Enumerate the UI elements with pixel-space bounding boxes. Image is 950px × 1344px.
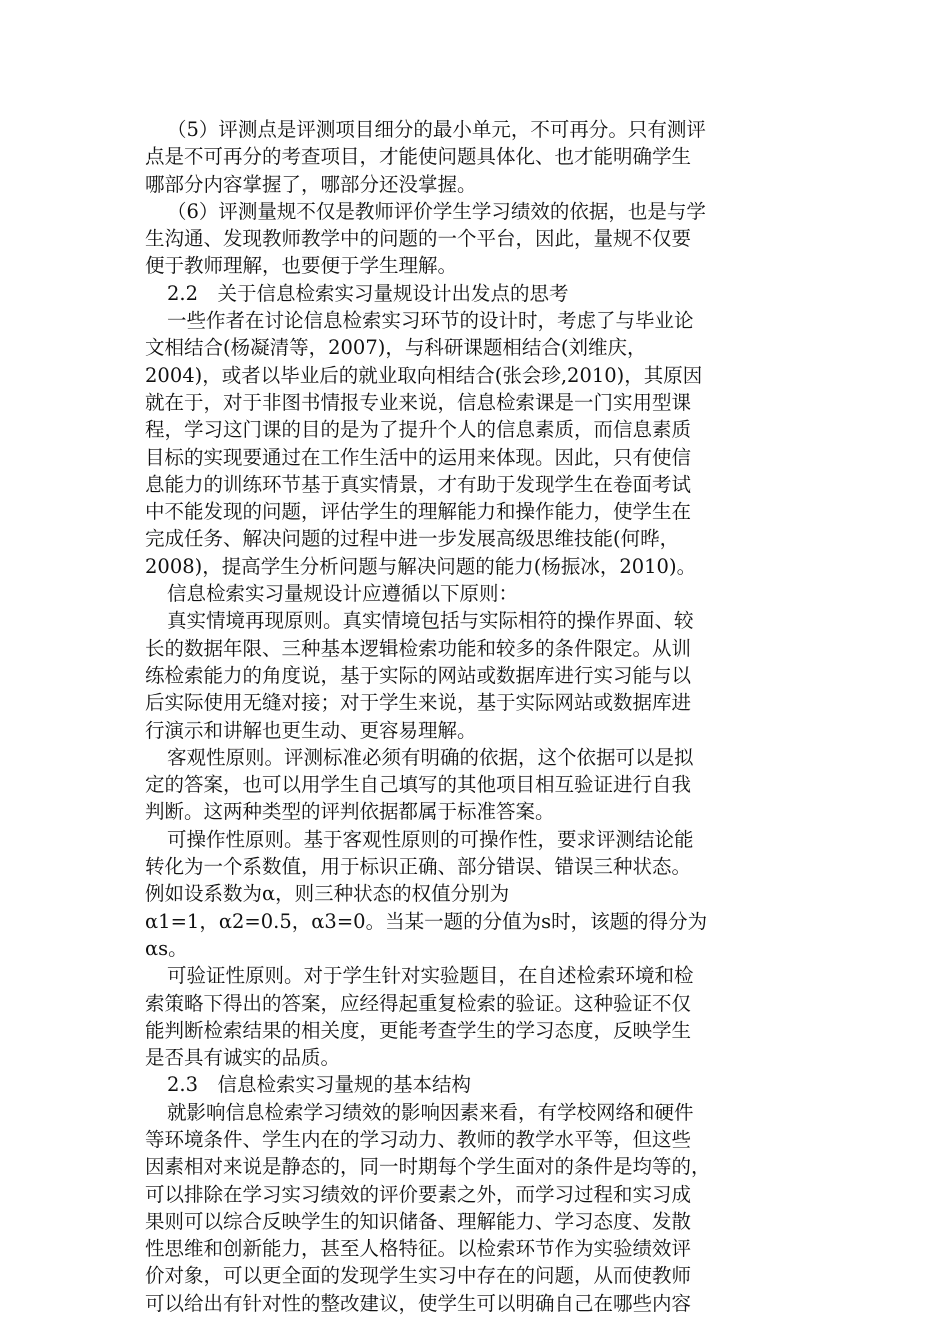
text-line: 程，学习这门课的目的是为了提升个人的信息素质，而信息素质 (145, 418, 692, 442)
text-line: （6）评测量规不仅是教师评价学生学习绩效的依据，也是与学 (167, 199, 706, 223)
text-line: 性思维和创新能力，甚至人格特征。以检索环节作为实验绩效评 (145, 1237, 692, 1261)
text-line: 息能力的训练环节基于真实情景，才有助于发现学生在卷面考试 (145, 472, 692, 496)
text-line: 判断。这两种类型的评判依据都属于标准答案。 (145, 800, 555, 824)
text-line: 长的数据年限、三种基本逻辑检索功能和较多的条件限定。从训 (145, 636, 692, 660)
text-line: α1=1，α2=0.5，α3=0。当某一题的分值为s时，该题的得分为 (145, 909, 708, 933)
text-line: 行演示和讲解也更生动、更容易理解。 (145, 718, 477, 742)
text-line: 就在于，对于非图书情报专业来说，信息检索课是一门实用型课 (145, 390, 692, 414)
text-line: 一些作者在讨论信息检索实习环节的设计时，考虑了与毕业论 (167, 309, 694, 333)
text-line: 目标的实现要通过在工作生活中的运用来体现。因此，只有使信 (145, 445, 692, 469)
text-line: 定的答案，也可以用学生自己填写的其他项目相互验证进行自我 (145, 773, 692, 797)
text-line: 2008)，提高学生分析问题与解决问题的能力(杨振冰，2010)。 (145, 554, 697, 578)
text-line: 例如设系数为α，则三种状态的权值分别为 (145, 882, 510, 906)
text-line: 2004)，或者以毕业后的就业取向相结合(张会珍,2010)，其原因 (145, 363, 703, 387)
text-line: 便于教师理解，也要便于学生理解。 (145, 254, 458, 278)
text-line: （5）评测点是评测项目细分的最小单元，不可再分。只有测评 (167, 118, 706, 141)
text-line: 中不能发现的问题，评估学生的理解能力和操作能力，使学生在 (145, 500, 692, 524)
text-line: 练检索能力的角度说，基于实际的网站或数据库进行实习能与以 (145, 663, 692, 687)
text-line: 果则可以综合反映学生的知识储备、理解能力、学习态度、发散 (145, 1209, 692, 1233)
text-line: 哪部分内容掌握了，哪部分还没掌握。 (145, 172, 477, 196)
text-line: 可操作性原则。基于客观性原则的可操作性，要求评测结论能 (167, 827, 694, 851)
text-line: 点是不可再分的考查项目，才能使问题具体化、也才能明确学生 (145, 145, 692, 169)
text-line: 索策略下得出的答案，应经得起重复检索的验证。这种验证不仅 (145, 991, 692, 1015)
text-line: 生沟通、发现教师教学中的问题的一个平台，因此，量规不仅要 (145, 227, 692, 251)
text-line: 可验证性原则。对于学生针对实验题目，在自述检索环境和检 (167, 964, 694, 988)
document-page (145, 116, 805, 1317)
text-line: αs。 (145, 936, 188, 960)
section-heading: 2.2 关于信息检索实习量规设计出发点的思考 (167, 281, 569, 305)
text-line: 是否具有诚实的品质。 (145, 1046, 341, 1070)
text-line: 信息检索实习量规设计应遵循以下原则： (167, 582, 519, 606)
text-line: 客观性原则。评测标准必须有明确的依据，这个依据可以是拟 (167, 745, 694, 769)
text-line: 转化为一个系数值，用于标识正确、部分错误、错误三种状态。 (145, 855, 692, 879)
text-line: 可以排除在学习实习绩效的评价要素之外，而学习过程和实习成 (145, 1182, 692, 1206)
text-line: 真实情境再现原则。真实情境包括与实际相符的操作界面、较 (167, 609, 694, 633)
text-line: 文相结合(杨凝清等，2007)，与科研课题相结合(刘维庆， (145, 336, 647, 360)
text-line: 因素相对来说是静态的，同一时期每个学生面对的条件是均等的， (145, 1155, 711, 1179)
text-line: 就影响信息检索学习绩效的影响因素来看，有学校网络和硬件 (167, 1100, 694, 1124)
text-line: 价对象，可以更全面的发现学生实习中存在的问题，从而使教师 (145, 1264, 692, 1288)
text-line: 等环境条件、学生内在的学习动力、教师的教学水平等，但这些 (145, 1127, 692, 1151)
text-line: 后实际使用无缝对接；对于学生来说，基于实际网站或数据库进 (145, 691, 692, 715)
text-line: 可以给出有针对性的整改建议，使学生可以明确自己在哪些内容 (145, 1291, 692, 1315)
text-line: 能判断检索结果的相关度，更能考查学生的学习态度，反映学生 (145, 1018, 692, 1042)
text-line: 完成任务、解决问题的过程中进一步发展高级思维技能(何晔， (145, 527, 680, 551)
section-heading: 2.3 信息检索实习量规的基本结构 (167, 1073, 472, 1097)
